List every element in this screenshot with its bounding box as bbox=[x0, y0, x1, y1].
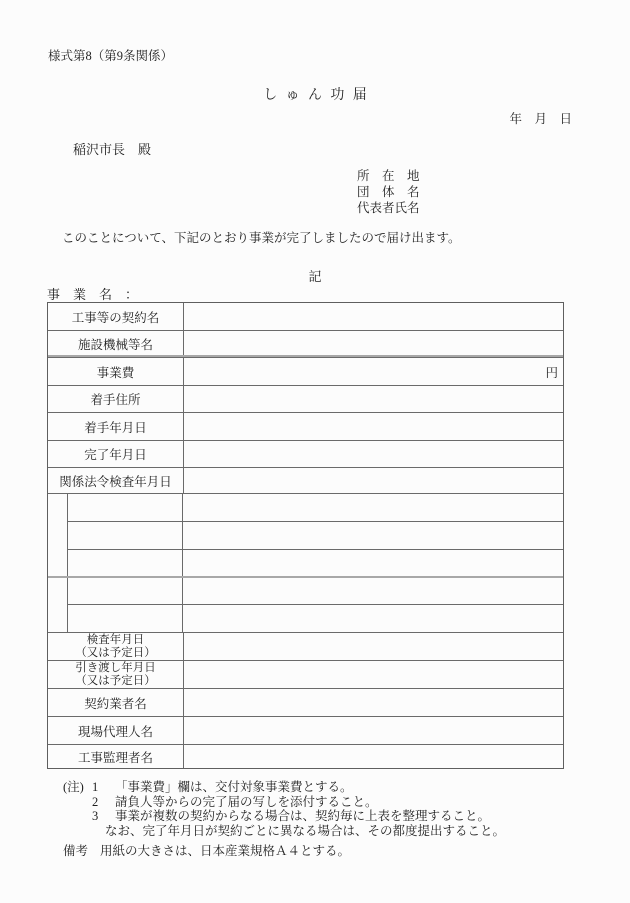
sender-address-label: 所 在 地 bbox=[357, 169, 420, 183]
table-segment-joint-line bbox=[48, 576, 563, 578]
form-number: 様式第8（第9条関係） bbox=[48, 49, 174, 63]
table-row bbox=[48, 468, 563, 494]
start-date-value bbox=[184, 413, 563, 440]
note-item-3 bbox=[63, 809, 505, 824]
remark-label: 備考 bbox=[63, 844, 89, 858]
completion-form-table bbox=[47, 302, 564, 769]
site-agent-name-label: 現場代理人名 bbox=[48, 717, 184, 744]
related-laws-inspection-date-label: 関係法令検査年月日 bbox=[48, 468, 184, 493]
sub-row-label-cell bbox=[68, 522, 183, 549]
construction-contract-name-label: 工事等の契約名 bbox=[48, 303, 184, 330]
note-number: 1 bbox=[92, 780, 99, 794]
sub-row-value-cell bbox=[183, 605, 563, 632]
construction-contract-name-value bbox=[184, 303, 563, 330]
related-laws-inspection-date-value bbox=[184, 468, 563, 493]
note-text: なお、完了年月日が契約ごとに異なる場合は、その都度提出すること。 bbox=[105, 823, 506, 838]
sub-table-row bbox=[68, 522, 563, 550]
date-line: 年 月 日 bbox=[509, 112, 572, 126]
inspection-date-label-line2: （又は予定日） bbox=[75, 646, 156, 659]
inspection-date-label bbox=[48, 633, 184, 660]
table-row bbox=[48, 661, 563, 689]
table-row bbox=[48, 331, 563, 358]
addressee: 稲沢市長 殿 bbox=[73, 142, 152, 157]
note-text: 「事業費」欄は、交付対象事業費とする。 bbox=[115, 780, 353, 794]
table-row bbox=[48, 441, 563, 468]
sub-table-row bbox=[68, 577, 563, 605]
note-item-1 bbox=[63, 780, 505, 795]
table-segment-joint-line bbox=[48, 355, 563, 357]
sender-representative-label: 代表者氏名 bbox=[357, 201, 420, 215]
project-cost-label: 事業費 bbox=[48, 358, 184, 385]
inspection-date-value bbox=[184, 633, 563, 660]
start-address-label: 着手住所 bbox=[48, 386, 184, 412]
sub-table-row bbox=[68, 550, 563, 578]
handover-date-label-line2: （又は予定日） bbox=[75, 674, 156, 687]
sender-organization-label: 団 体 名 bbox=[357, 185, 420, 199]
contractor-name-value bbox=[184, 689, 563, 716]
table-row bbox=[48, 633, 563, 661]
table-row bbox=[48, 358, 563, 386]
ki-marker: 記 bbox=[308, 269, 322, 284]
table-row bbox=[48, 745, 563, 768]
sub-row-label-cell bbox=[68, 577, 183, 604]
note-number: 3 bbox=[92, 809, 99, 823]
note-number: 2 bbox=[92, 794, 99, 809]
note-item-2 bbox=[63, 795, 505, 810]
note-text: 事業が複数の契約からなる場合は、契約毎に上表を整理すること。 bbox=[115, 809, 491, 823]
project-cost-currency-unit: 円 bbox=[545, 365, 558, 380]
sub-row-value-cell bbox=[183, 494, 563, 521]
project-name-label: 事 業 名 ： bbox=[47, 287, 139, 302]
start-date-label: 着手年月日 bbox=[48, 413, 184, 440]
sub-table-row bbox=[68, 494, 563, 522]
sub-row-value-cell bbox=[183, 577, 563, 604]
completion-date-value bbox=[184, 441, 563, 467]
handover-date-label bbox=[48, 661, 184, 688]
remark-text: 用紙の大きさは、日本産業規格Ａ４とする。 bbox=[100, 844, 351, 858]
table-row bbox=[48, 717, 563, 745]
facility-machine-name-value bbox=[184, 331, 563, 357]
handover-date-value bbox=[184, 661, 563, 688]
table-row bbox=[48, 386, 563, 413]
table-row bbox=[48, 303, 563, 331]
construction-supervisor-name-value bbox=[184, 745, 563, 768]
table-row bbox=[48, 413, 563, 441]
note-prefix: (注) bbox=[63, 780, 84, 794]
contractor-name-label: 契約業者名 bbox=[48, 689, 184, 716]
handover-date-label-line1: 引き渡し年月日 bbox=[75, 661, 156, 674]
sub-table-rows bbox=[68, 494, 563, 632]
remark bbox=[63, 844, 505, 859]
inspection-date-label-line1: 検査年月日 bbox=[86, 633, 145, 646]
sub-row-value-cell bbox=[183, 522, 563, 549]
note-item-3-continuation bbox=[63, 824, 505, 839]
sub-table-row bbox=[68, 605, 563, 632]
site-agent-name-value bbox=[184, 717, 563, 744]
sub-table-indent-spacer bbox=[48, 494, 68, 632]
table-row bbox=[48, 689, 563, 717]
start-address-value bbox=[184, 386, 563, 412]
sub-row-value-cell bbox=[183, 550, 563, 577]
note-text: 請負人等からの完了届の写しを添付すること。 bbox=[115, 794, 378, 809]
sub-row-label-cell bbox=[68, 494, 183, 521]
sender-block bbox=[357, 168, 420, 216]
construction-supervisor-name-label: 工事監理者名 bbox=[48, 745, 184, 768]
related-laws-sub-table bbox=[48, 494, 563, 633]
sub-row-label-cell bbox=[68, 550, 183, 577]
document-title: しゅん功届 bbox=[263, 88, 376, 103]
body-text: このことについて、下記のとおり事業が完了しましたので届け出ます。 bbox=[62, 231, 461, 245]
completion-date-label: 完了年月日 bbox=[48, 441, 184, 467]
footnotes bbox=[63, 780, 505, 859]
sub-row-label-cell bbox=[68, 605, 183, 632]
facility-machine-name-label: 施設機械等名 bbox=[48, 331, 184, 357]
